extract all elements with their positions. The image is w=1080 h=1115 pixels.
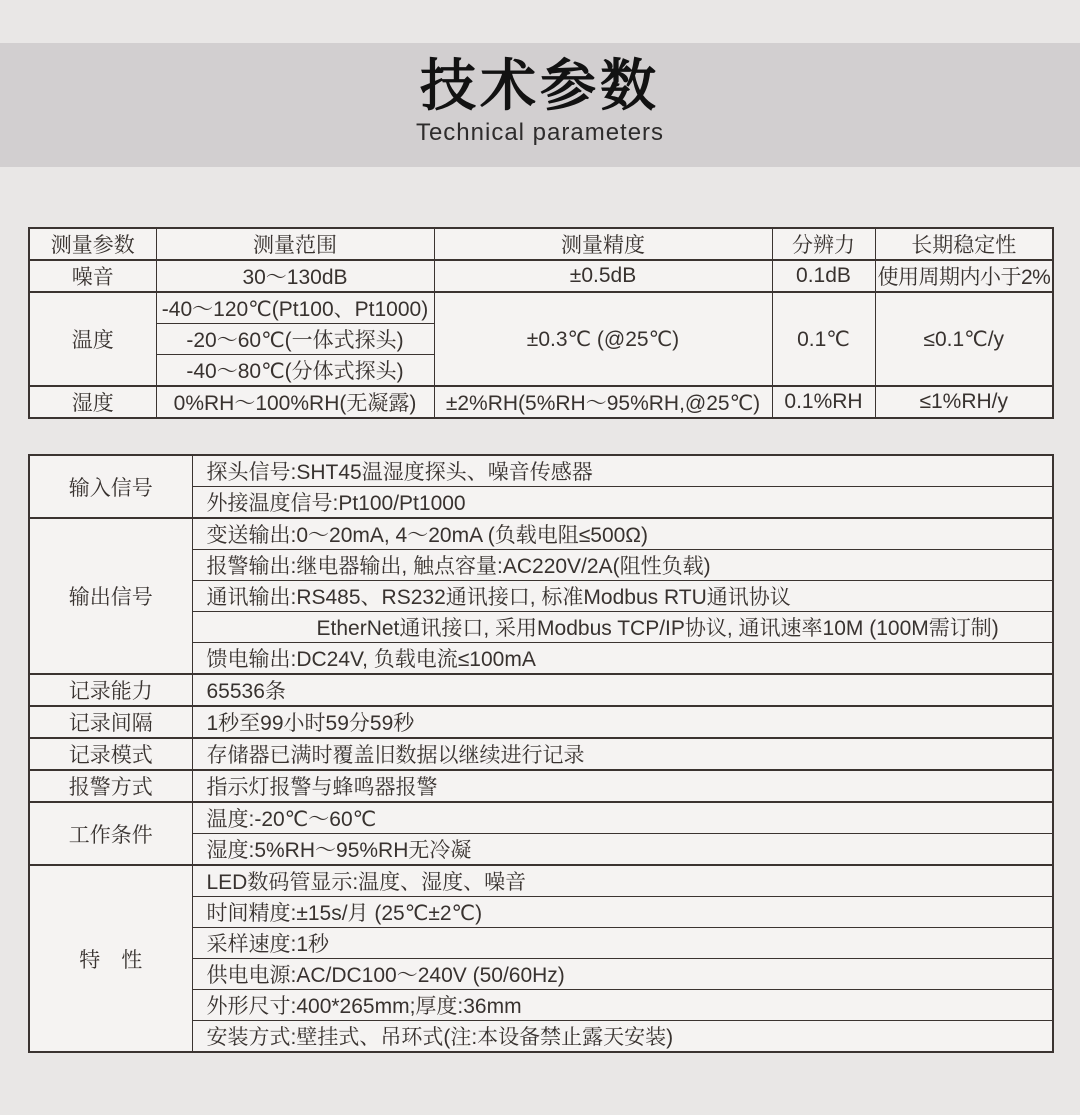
working-condition-row-1 (29, 802, 1053, 834)
output-signal-value-2: 报警输出:继电器输出, 触点容量:AC220V/2A(阻性负载) (192, 550, 1053, 581)
record-mode-row (29, 738, 1053, 770)
input-signal-row-1 (29, 455, 1053, 487)
record-interval-label: 记录间隔 (29, 706, 192, 738)
working-condition-value-1: 温度:-20℃～60℃ (192, 802, 1053, 834)
alarm-mode-row (29, 770, 1053, 802)
header-cell-resolution: 分辨力 (772, 228, 875, 260)
header-cell-range: 测量范围 (156, 228, 434, 260)
humidity-resolution-cell: 0.1%RH (772, 386, 875, 418)
temperature-range-cell-1: -40～120℃(Pt100、Pt1000) (156, 292, 434, 324)
feature-row-1 (29, 865, 1053, 897)
temperature-range-cell-2: -20～60℃(一体式探头) (156, 324, 434, 355)
record-capacity-row (29, 674, 1053, 706)
noise-resolution-cell: 0.1dB (772, 260, 875, 292)
header-cell-stability: 长期稳定性 (875, 228, 1053, 260)
feature-value-5: 外形尺寸:400*265mm;厚度:36mm (192, 990, 1053, 1021)
humidity-accuracy-cell: ±2%RH(5%RH～95%RH,@25℃) (434, 386, 772, 418)
temperature-range-cell-3: -40～80℃(分体式探头) (156, 355, 434, 387)
output-signal-value-5: 馈电输出:DC24V, 负载电流≤100mA (192, 643, 1053, 675)
header-cell-accuracy: 测量精度 (434, 228, 772, 260)
noise-param-cell: 噪音 (29, 260, 156, 292)
output-signal-value-3: 通讯输出:RS485、RS232通讯接口, 标准Modbus RTU通讯协议 (192, 581, 1053, 612)
measurement-spec-table (28, 227, 1054, 419)
output-signal-value-1: 变送输出:0～20mA, 4～20mA (负载电阻≤500Ω) (192, 518, 1053, 550)
humidity-row (29, 386, 1053, 418)
spec-header-row (29, 228, 1053, 260)
input-signal-value-1: 探头信号:SHT45温湿度探头、噪音传感器 (192, 455, 1053, 487)
noise-range-cell: 30～130dB (156, 260, 434, 292)
temperature-accuracy-cell: ±0.3℃ (@25℃) (434, 292, 772, 386)
temperature-param-cell: 温度 (29, 292, 156, 386)
alarm-mode-label: 报警方式 (29, 770, 192, 802)
working-condition-label: 工作条件 (29, 802, 192, 865)
noise-accuracy-cell: ±0.5dB (434, 260, 772, 292)
page-title: 技术参数 (420, 54, 660, 117)
record-interval-value: 1秒至99小时59分59秒 (192, 706, 1053, 738)
record-capacity-label: 记录能力 (29, 674, 192, 706)
record-capacity-value: 65536条 (192, 674, 1053, 706)
feature-value-2: 时间精度:±15s/月 (25℃±2℃) (192, 897, 1053, 928)
output-signal-value-4: EtherNet通讯接口, 采用Modbus TCP/IP协议, 通讯速率10M (100M需订制) (192, 612, 1053, 643)
humidity-stability-cell: ≤1%RH/y (875, 386, 1053, 418)
output-signal-label: 输出信号 (29, 518, 192, 674)
input-signal-label: 输入信号 (29, 455, 192, 518)
feature-label: 特 性 (29, 865, 192, 1052)
temperature-resolution-cell: 0.1℃ (772, 292, 875, 386)
feature-value-4: 供电电源:AC/DC100～240V (50/60Hz) (192, 959, 1053, 990)
detail-spec-table (28, 454, 1054, 1053)
content-area (28, 227, 1052, 1053)
feature-value-1: LED数码管显示:温度、湿度、噪音 (192, 865, 1053, 897)
feature-value-3: 采样速度:1秒 (192, 928, 1053, 959)
feature-value-6: 安装方式:壁挂式、吊环式(注:本设备禁止露天安装) (192, 1021, 1053, 1053)
output-signal-row-1 (29, 518, 1053, 550)
temperature-stability-cell: ≤0.1℃/y (875, 292, 1053, 386)
working-condition-value-2: 湿度:5%RH～95%RH无冷凝 (192, 834, 1053, 866)
temperature-row-1 (29, 292, 1053, 324)
alarm-mode-value: 指示灯报警与蜂鸣器报警 (192, 770, 1053, 802)
humidity-param-cell: 湿度 (29, 386, 156, 418)
noise-row (29, 260, 1053, 292)
record-interval-row (29, 706, 1053, 738)
record-mode-label: 记录模式 (29, 738, 192, 770)
title-banner (0, 43, 1080, 167)
humidity-range-cell: 0%RH～100%RH(无凝露) (156, 386, 434, 418)
noise-stability-cell: 使用周期内小于2% (875, 260, 1053, 292)
header-cell-param: 测量参数 (29, 228, 156, 260)
page-subtitle: Technical parameters (415, 119, 665, 146)
input-signal-value-2: 外接温度信号:Pt100/Pt1000 (192, 487, 1053, 519)
record-mode-value: 存储器已满时覆盖旧数据以继续进行记录 (192, 738, 1053, 770)
